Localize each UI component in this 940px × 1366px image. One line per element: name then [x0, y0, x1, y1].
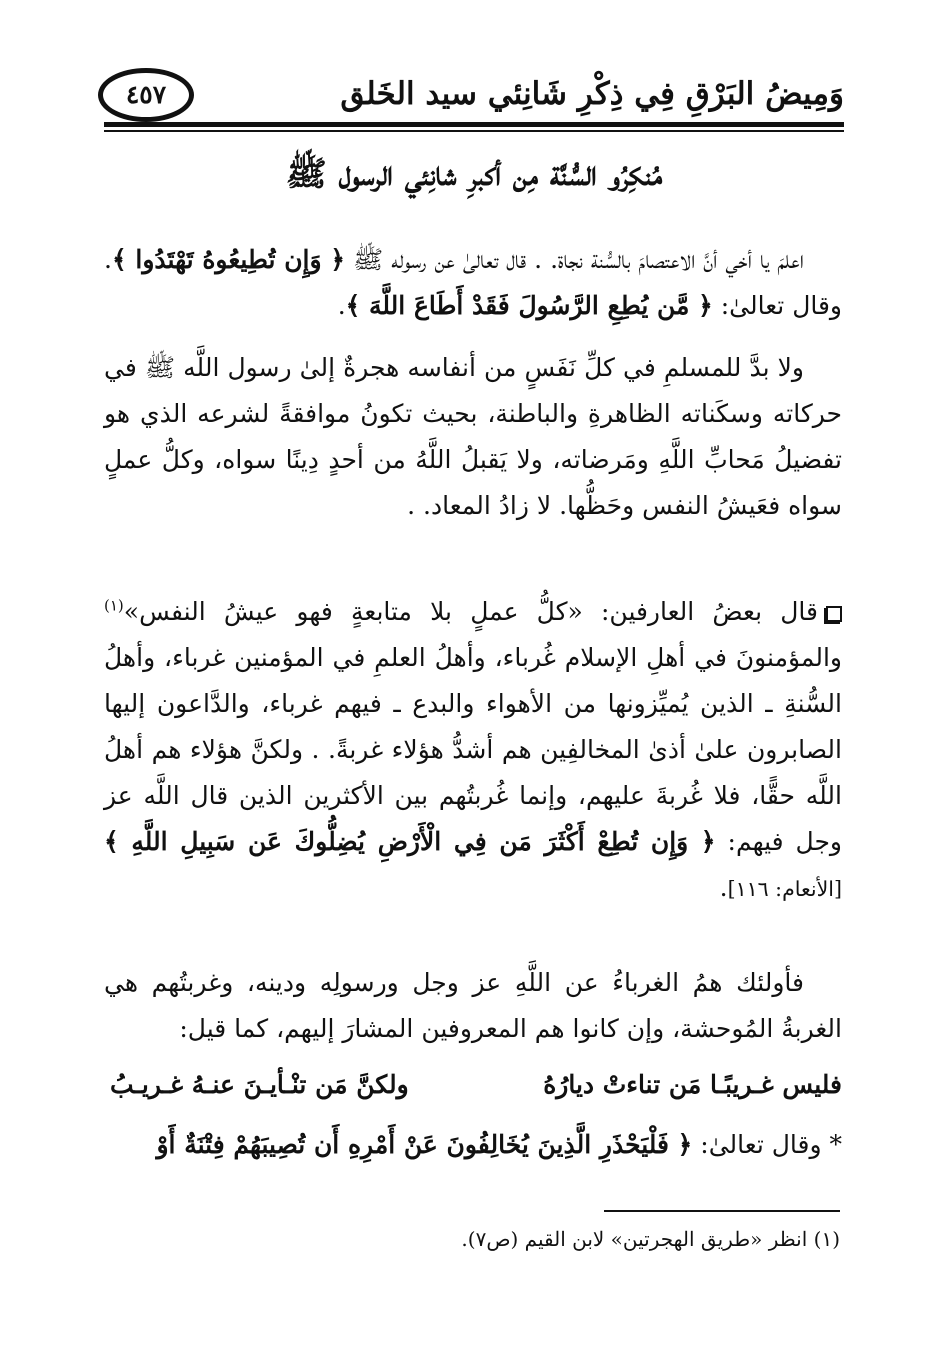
poem-verse [104, 1062, 842, 1108]
paragraph-5-lead: * وقال تعالىٰ: [692, 1130, 842, 1159]
surah-citation: [الأنعام: ١١٦] [727, 877, 842, 901]
page-header [104, 68, 844, 122]
paragraph-1-end: . [337, 291, 346, 320]
paragraph-1-mid: . وقال تعالىٰ: [104, 245, 842, 320]
paragraph-2-text: ولا بدَّ للمسلمِ في كلِّ نَفَسٍ من أنفاسه هجرةٌ إلىٰ رسول اللَّه ﷺ في حركاته وسكَناته الظاهرةِ والباطنة، بحيث تكونُ موافقةً لشرعه الذي هو تفضيلُ مَحابِّ اللَّهِ ومَرضاته، ولا يَقبلُ اللَّهُ من أحدٍ دِينًا سواه، وكلُّ عملٍ سواه فعَيشُ النفس وحَظُّها. لا زادُ المعاد. . [104, 353, 842, 520]
paragraph-4-text: فأولئك همُ الغرباءُ عن اللَّهِ عز وجل ورسولِه ودينه، وغربتُهم هي الغربةُ المُوحشة، وإن كانوا هم المعروفين المشارَ إليهم، كما قيل: [104, 968, 842, 1043]
page-number: ٤٥٧ [98, 68, 194, 122]
quran-verse-3: ﴿ وَإِن تُطِعْ أَكْثَرَ مَن فِي الْأَرْضِ يُضِلُّوكَ عَن سَبِيلِ اللَّهِ ﴾ [104, 827, 716, 856]
paragraph-3-text: والمؤمنونَ في أهلِ الإسلام غُرباء، وأهلُ العلمِ في المؤمنين غرباء، وأهلُ السُّنةِ ـ الذين يُميِّزونها من الأهواء والبدع ـ فيهم غرباء، والدَّاعون إليها الصابرون علىٰ أذىٰ المخالفِين هم أشدُّ هؤلاء غربةً. . ولكنَّ هؤلاء هم أهلُ اللَّه حقًّا، فلا غُربةَ عليهم، وإنما غُربتُهم بين الأكثرين الذين قال اللَّه عز وجل فيهم: [104, 643, 842, 856]
quran-verse-4: ﴿ فَلْيَحْذَرِ الَّذِينَ يُخَالِفُونَ عَنْ أَمْرِهِ أَن تُصِيبَهُمْ فِتْنَةٌ أَوْ [156, 1130, 693, 1159]
poem-first-hemistich: فليس غـريبًـا مَن تناءتْ ديارُهُ [543, 1070, 842, 1099]
running-title: وَمِيضُ البَرْقِ فِي ذِكْرِ شَانِئي سيد الخَلق [340, 76, 844, 112]
square-bullet-icon [826, 606, 842, 622]
quran-verse-1: ﴿ وَإِن تُطِيعُوهُ تَهْتَدُوا ﴾ [111, 245, 346, 274]
paragraph-1 [104, 237, 842, 329]
header-rule-thin [104, 130, 844, 132]
paragraph-5 [104, 1122, 842, 1168]
paragraph-3-end: . [719, 873, 728, 902]
footnote-ref: (١) [104, 596, 124, 615]
quran-verse-2: ﴿ مَّن يُطِعِ الرَّسُولَ فَقَدْ أَطَاعَ اللَّهَ ﴾ [345, 291, 713, 320]
paragraph-3 [104, 589, 842, 912]
poem-second-hemistich: ولكنَّ مَن تنْـأيـنَ عنـهُ غـريـبُ [110, 1070, 409, 1099]
paragraph-3-lead: قال بعضُ العارفين: «كلُّ عملٍ بلا متابعةٍ فهو عيشُ النفس» [123, 597, 818, 626]
paragraph-4 [104, 960, 842, 1052]
footnote: (١) انظر «طريق الهجرتين» لابن القيم (ص٧). [461, 1227, 840, 1251]
footnote-separator [604, 1210, 840, 1212]
header-rule-thick [104, 122, 844, 127]
chapter-heading: مُنكِرُو السُّنَّة مِن أكبرِ شانِئي الرسول ﷺ [285, 154, 663, 194]
paragraph-1-text: اعلمَ يا أخي أنَّ الاعتصامَ بالسُّنة نجاة. . قال تعالىٰ عن رسوله ﷺ [345, 245, 804, 274]
paragraph-2 [104, 345, 842, 529]
